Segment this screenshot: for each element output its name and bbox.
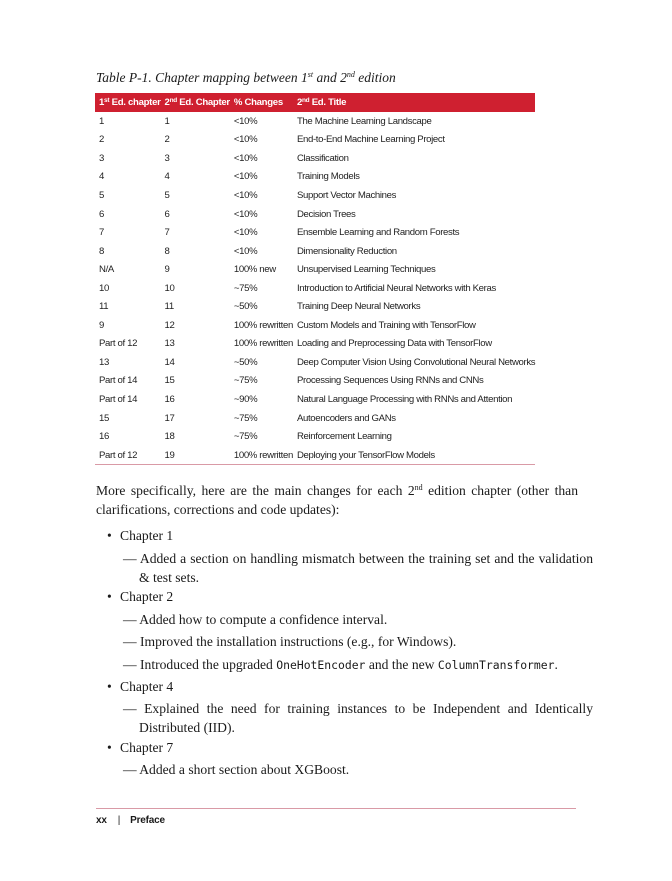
cell-percent-changes: <10%: [233, 189, 258, 201]
footer-divider: [96, 808, 576, 809]
table-row: [95, 390, 535, 409]
header-sup: st: [104, 97, 110, 104]
cell-1st-ed-chapter: 2: [99, 134, 104, 146]
cell-percent-changes: <10%: [233, 171, 258, 183]
intro-paragraph: [96, 481, 578, 519]
cell-percent-changes: <10%: [233, 115, 258, 127]
chapter-bullet: [107, 526, 173, 545]
cell-2nd-ed-chapter: 18: [164, 431, 175, 443]
table-row: [95, 112, 535, 131]
cell-percent-changes: 100% rewritten: [233, 319, 293, 331]
cell-1st-ed-chapter: 5: [99, 189, 104, 201]
table-header-row: [95, 93, 535, 112]
footer-section-title: Preface: [130, 815, 165, 826]
caption-text: and 2: [313, 70, 347, 85]
cell-2nd-ed-title: Introduction to Artificial Neural Networks with Keras: [296, 282, 496, 294]
cell-1st-ed-chapter: 8: [99, 245, 104, 257]
header-num: 2: [164, 97, 170, 108]
cell-percent-changes: ~50%: [233, 356, 258, 368]
cell-1st-ed-chapter: 3: [99, 152, 104, 164]
cell-1st-ed-chapter: Part of 12: [95, 446, 161, 465]
cell-2nd-ed-title: Reinforcement Learning: [296, 431, 392, 443]
cell-2nd-ed-title: The Machine Learning Landscape: [296, 115, 432, 127]
table-row: [95, 149, 535, 168]
table-row: [95, 205, 535, 224]
cell-1st-ed-chapter: 6: [99, 208, 104, 220]
cell-2nd-ed-title: Unsupervised Learning Techniques: [296, 264, 436, 276]
cell-1st-ed-chapter: N/A: [99, 264, 114, 276]
cell-percent-changes: ~75%: [233, 375, 258, 387]
cell-percent-changes: <10%: [233, 227, 258, 239]
table-row: [95, 279, 535, 298]
cell-percent-changes: <10%: [233, 245, 258, 257]
caption-sup: st: [307, 70, 314, 79]
footer-separator: |: [117, 815, 121, 826]
change-item: [123, 655, 593, 675]
cell-1st-ed-chapter: 4: [99, 171, 104, 183]
cell-2nd-ed-title: Training Deep Neural Networks: [296, 301, 421, 313]
cell-2nd-ed-title: Natural Language Processing with RNNs and Attention: [296, 393, 513, 405]
cell-2nd-ed-title: Deploying your TensorFlow Models: [293, 446, 535, 465]
table-row: [95, 372, 535, 391]
cell-2nd-ed-title: Decision Trees: [296, 208, 356, 220]
chapter-label: Chapter 1: [120, 528, 174, 543]
chapter-label: Chapter 7: [120, 740, 174, 755]
cell-2nd-ed-chapter: 19: [161, 446, 230, 465]
header-2nd-ed-title: [293, 93, 535, 112]
cell-2nd-ed-title: Training Models: [296, 171, 360, 183]
chapter-bullet: [107, 677, 173, 696]
header-percent-changes: [230, 93, 293, 112]
cell-2nd-ed-chapter: 13: [164, 338, 175, 350]
header-sup: nd: [301, 97, 310, 104]
change-item: — Added how to compute a confidence interval.: [123, 612, 388, 627]
table-row: [95, 427, 535, 446]
cell-1st-ed-chapter: 16: [99, 431, 109, 443]
cell-2nd-ed-title: Ensemble Learning and Random Forests: [296, 227, 460, 239]
cell-1st-ed-chapter: 9: [99, 319, 104, 331]
bullet-icon: •: [107, 740, 112, 755]
header-text: % Changes: [233, 97, 283, 108]
cell-1st-ed-chapter: 15: [99, 412, 109, 424]
table-row: [95, 446, 535, 465]
cell-2nd-ed-chapter: 5: [164, 189, 170, 201]
cell-percent-changes: <10%: [233, 134, 258, 146]
table-row: [95, 316, 535, 335]
cell-2nd-ed-chapter: 14: [164, 356, 175, 368]
cell-2nd-ed-chapter: 3: [164, 152, 170, 164]
cell-2nd-ed-chapter: 17: [164, 412, 175, 424]
cell-1st-ed-chapter: Part of 14: [99, 393, 138, 405]
table-body: [95, 112, 535, 465]
table-caption: [96, 70, 396, 86]
cell-2nd-ed-title: Processing Sequences Using RNNs and CNNs: [296, 375, 484, 387]
caption-text: Table P-1. Chapter mapping between 1: [96, 70, 308, 85]
intro-text: More specifically, here are the main changes for each 2: [96, 483, 415, 498]
header-1st-ed-chapter: [95, 93, 161, 112]
header-2nd-ed-chapter: [161, 93, 230, 112]
intro-text: edition chapter (other than clarifications, corrections and code updates):: [96, 483, 578, 517]
cell-1st-ed-chapter: 7: [99, 227, 104, 239]
cell-1st-ed-chapter: Part of 14: [99, 375, 138, 387]
header-text: Ed. chapter: [109, 97, 161, 108]
code-columntransformer: ColumnTransformer: [437, 658, 555, 672]
code-onehotencoder: OneHotEncoder: [276, 658, 366, 672]
change-item: — Added a section on handling mismatch between the training set and the validation & test sets.: [123, 551, 593, 585]
cell-percent-changes: ~75%: [233, 431, 258, 443]
cell-percent-changes: ~90%: [233, 393, 258, 405]
table-row: [95, 353, 535, 372]
cell-1st-ed-chapter: 13: [99, 356, 109, 368]
table-row: [95, 260, 535, 279]
change-text: and the new: [365, 657, 438, 672]
table-row: [95, 223, 535, 242]
intro-sup: nd: [414, 483, 423, 492]
cell-2nd-ed-title: End-to-End Machine Learning Project: [296, 134, 445, 146]
cell-2nd-ed-chapter: 6: [164, 208, 170, 220]
table-row: [95, 409, 535, 428]
cell-2nd-ed-chapter: 12: [164, 319, 175, 331]
cell-percent-changes: ~75%: [233, 412, 258, 424]
table-row: [95, 242, 535, 261]
cell-percent-changes: 100% new: [233, 264, 276, 276]
cell-percent-changes: ~50%: [233, 301, 258, 313]
cell-2nd-ed-chapter: 2: [164, 134, 170, 146]
table-row: [95, 297, 535, 316]
chapter-label: Chapter 2: [120, 589, 174, 604]
cell-2nd-ed-title: Loading and Preprocessing Data with TensorFlow: [296, 338, 492, 350]
change-item: — Added a short section about XGBoost.: [123, 762, 350, 777]
header-num: 1: [99, 97, 105, 108]
table-row: [95, 131, 535, 150]
cell-2nd-ed-chapter: 4: [164, 171, 170, 183]
change-text: .: [554, 657, 558, 672]
cell-2nd-ed-chapter: 9: [164, 264, 170, 276]
cell-2nd-ed-title: Dimensionality Reduction: [296, 245, 397, 257]
cell-2nd-ed-title: Deep Computer Vision Using Convolutional Neural Networks: [296, 356, 536, 368]
cell-2nd-ed-chapter: 15: [164, 375, 175, 387]
cell-2nd-ed-chapter: 7: [164, 227, 170, 239]
cell-percent-changes: <10%: [233, 208, 258, 220]
cell-1st-ed-chapter: 1: [99, 115, 104, 127]
cell-percent-changes: 100% rewritten: [233, 338, 293, 350]
table-row: [95, 186, 535, 205]
cell-2nd-ed-title: Autoencoders and GANs: [296, 412, 396, 424]
cell-2nd-ed-chapter: 11: [164, 301, 174, 313]
change-item: — Explained the need for training instances to be Independent and Identically Distributed (IID).: [123, 701, 593, 735]
cell-2nd-ed-chapter: 1: [164, 115, 170, 127]
page-footer: [96, 815, 165, 826]
caption-sup: nd: [346, 70, 355, 79]
cell-2nd-ed-chapter: 16: [164, 393, 175, 405]
header-text: Ed. Chapter: [176, 97, 230, 108]
cell-percent-changes: <10%: [233, 152, 258, 164]
chapter-mapping-table: [95, 93, 535, 465]
chapter-bullet: [107, 738, 173, 757]
cell-percent-changes: ~75%: [233, 282, 258, 294]
cell-2nd-ed-chapter: 8: [164, 245, 170, 257]
chapter-label: Chapter 4: [120, 679, 174, 694]
cell-1st-ed-chapter: Part of 12: [99, 338, 138, 350]
bullet-icon: •: [107, 679, 112, 694]
bullet-icon: •: [107, 589, 112, 604]
header-sup: nd: [169, 97, 177, 104]
header-text: Ed. Title: [309, 97, 347, 108]
change-item: — Improved the installation instructions (e.g., for Windows).: [123, 634, 457, 649]
change-text: — Introduced the upgraded: [123, 657, 277, 672]
chapter-bullet: [107, 587, 173, 606]
cell-2nd-ed-title: Support Vector Machines: [296, 189, 397, 201]
table-row: [95, 168, 535, 187]
cell-2nd-ed-title: Classification: [296, 152, 349, 164]
cell-1st-ed-chapter: 10: [99, 282, 109, 294]
cell-percent-changes: 100% rewritten: [230, 446, 293, 465]
cell-2nd-ed-chapter: 10: [164, 282, 175, 294]
caption-text: edition: [354, 70, 396, 85]
table-row: [95, 335, 535, 354]
page-number: xx: [96, 815, 107, 826]
header-num: 2: [296, 97, 302, 108]
cell-1st-ed-chapter: 11: [99, 301, 109, 313]
cell-2nd-ed-title: Custom Models and Training with TensorFlow: [296, 319, 476, 331]
bullet-icon: •: [107, 528, 112, 543]
